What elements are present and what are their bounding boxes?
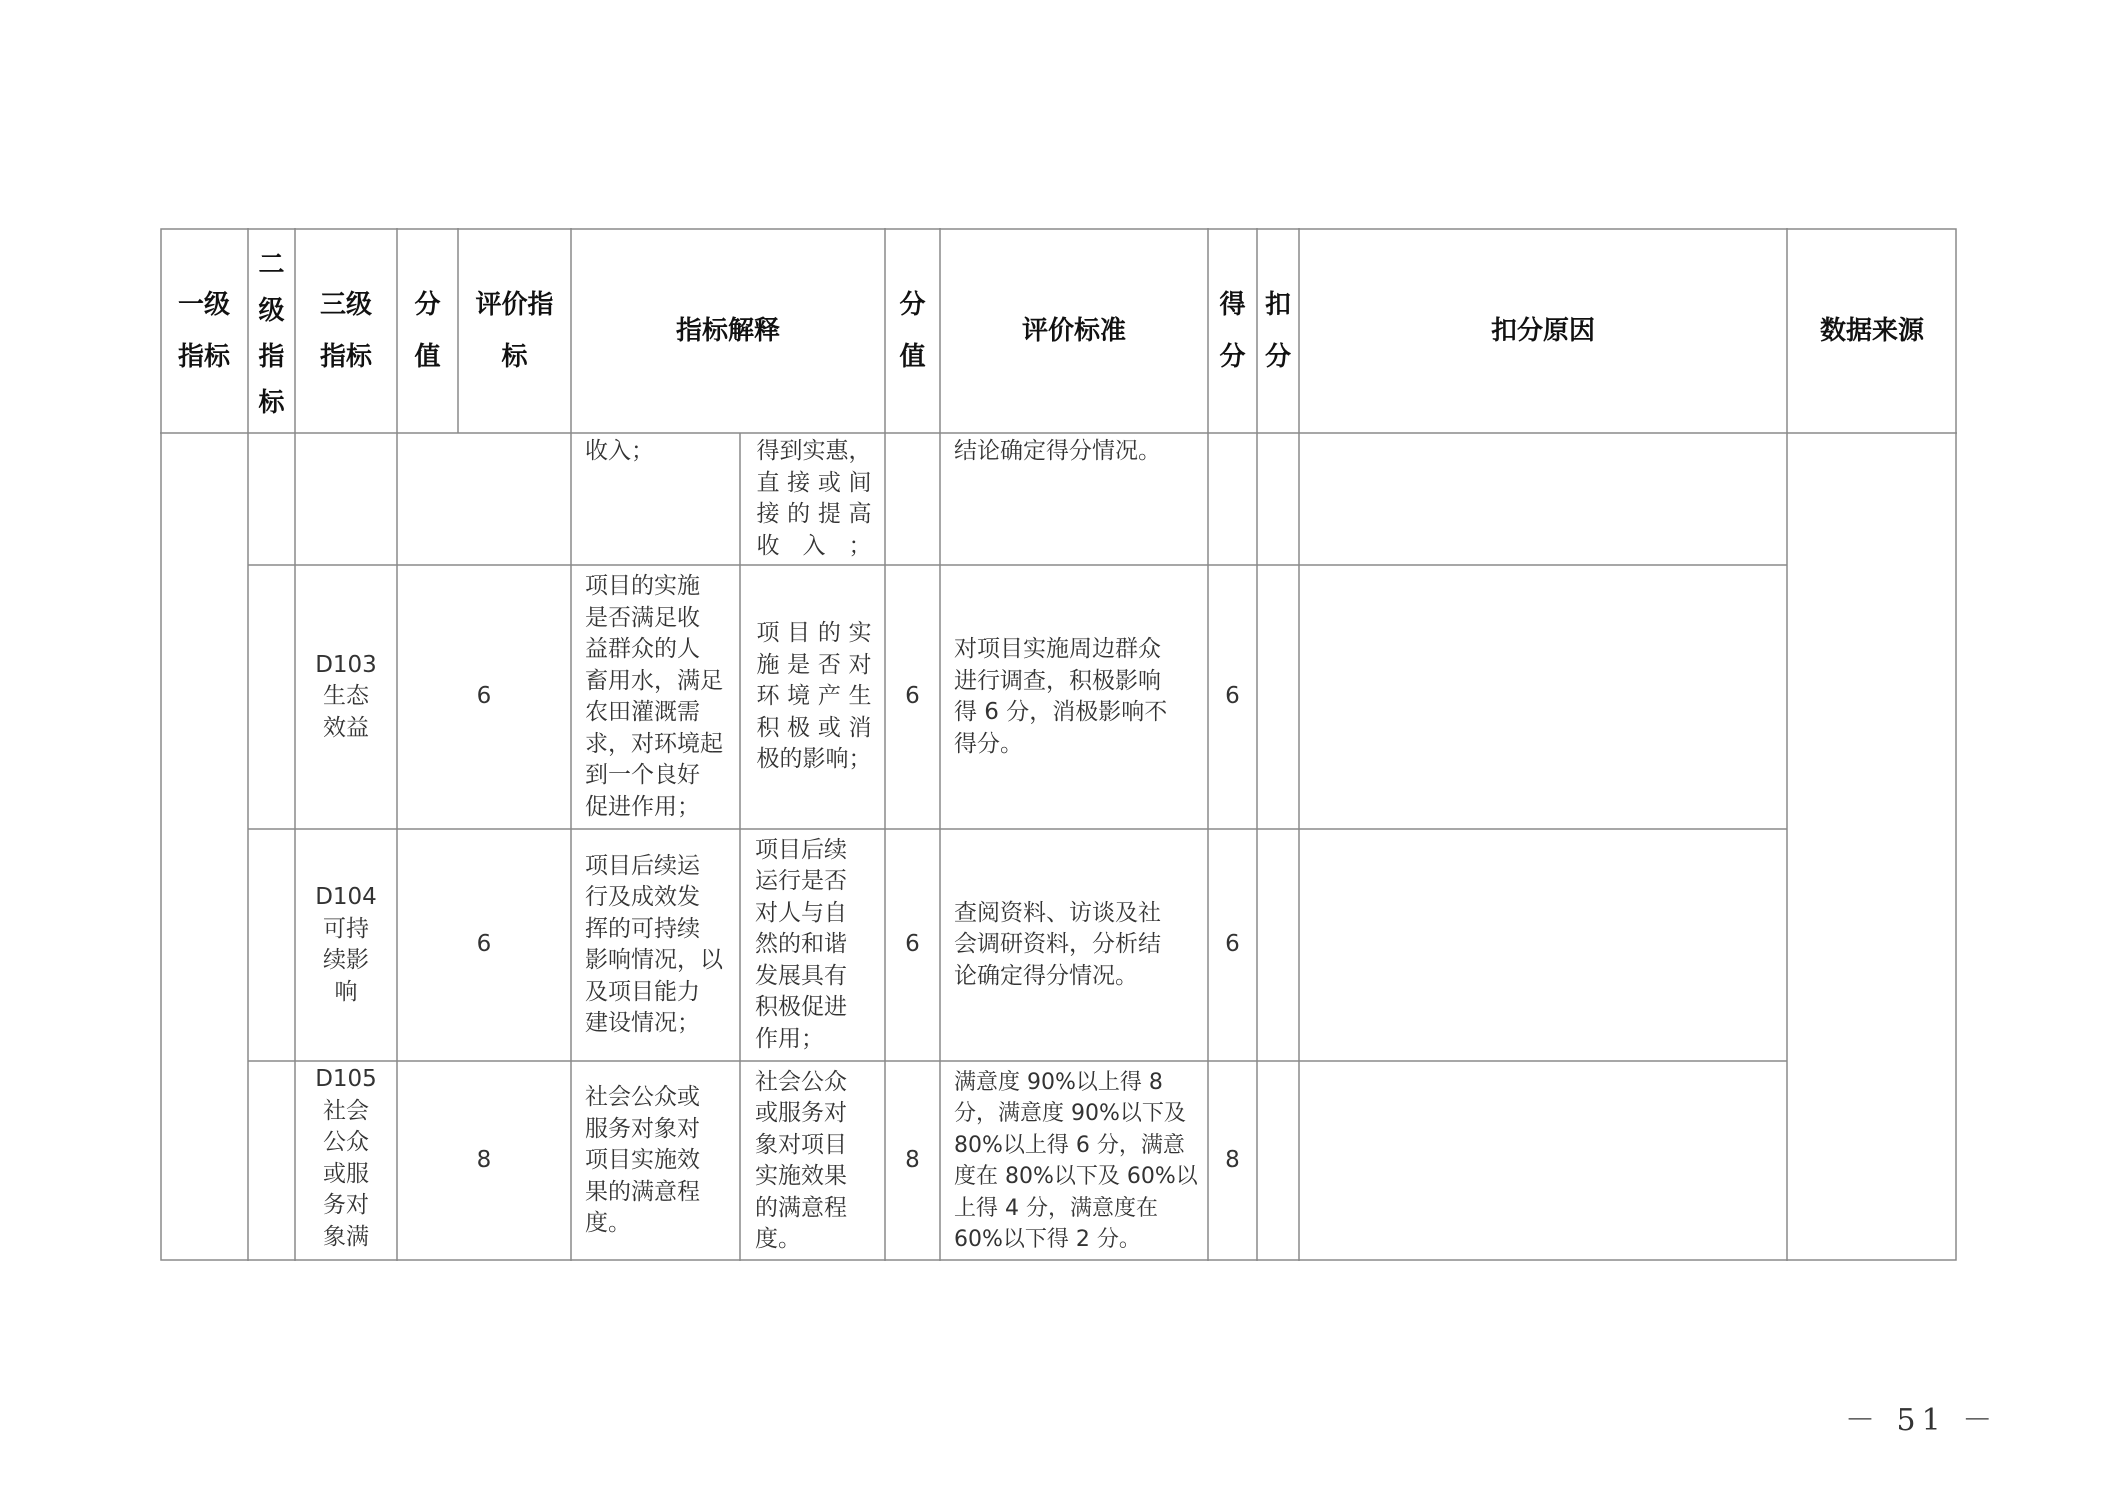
header-score-weight-2: 分 值 <box>899 289 926 372</box>
row-eval-standard: 满意度 90%以上得 8 分，满意度 90%以下及 80%以上得 6 分，满意 度在 80%以下及 60%以 上得 4 分，满意度在 60%以下得 2 分。 <box>954 1069 1198 1252</box>
header-level1-indicator: 一级 指标 <box>177 289 230 372</box>
row-weight-2 <box>885 433 940 565</box>
row-weight-2: 6 <box>905 931 920 958</box>
row-explanation-b: 得到实惠， 直接或间 接的提高 收入； <box>756 438 872 559</box>
row-score: 6 <box>1225 683 1240 710</box>
row-eval-standard: 结论确定得分情况。 <box>954 438 1161 464</box>
header-eval-standard: 评价标准 <box>1021 315 1126 346</box>
header-eval-indicator: 评价指 标 <box>475 289 554 372</box>
row-weight: 6 <box>476 683 492 710</box>
row-score: 8 <box>1225 1147 1240 1174</box>
header-score-got: 得 分 <box>1219 289 1246 372</box>
row-deduct-reason <box>1299 829 1787 1061</box>
header-score-weight: 分 值 <box>414 289 441 372</box>
row-level3-indicator: D104 可持 续影 响 <box>315 884 377 1005</box>
row-score <box>1208 433 1257 565</box>
header-deduct-reason: 扣分原因 <box>1490 315 1595 346</box>
row-eval-standard: 查阅资料、访谈及社 会调研资料，分析结 论确定得分情况。 <box>954 899 1161 989</box>
row-score: 6 <box>1225 931 1240 958</box>
row-weight: 8 <box>476 1147 492 1174</box>
row-weight <box>397 433 571 565</box>
header-indicator-explanation: 指标解释 <box>675 315 780 346</box>
row-explanation-a: 项目后续运 行及成效发 挥的可持续 影响情况，以 及项目能力 建设情况； <box>585 852 723 1036</box>
data-source-cell <box>1787 433 1957 1261</box>
row-explanation-a: 收入； <box>585 438 654 464</box>
row-deduct-reason <box>1299 433 1787 565</box>
header-level2-indicator: 二 级 指 标 <box>258 249 285 418</box>
row-weight-2: 8 <box>905 1147 920 1174</box>
row-explanation-b: 项目后续 运行是否 对人与自 然的和谐 发展具有 积极促进 作用； <box>755 836 847 1052</box>
row-explanation-a: 项目的实施 是否满足收 益群众的人 畜用水，满足 农田灌溉需 求，对环境起 到一个良好 促进作用； <box>585 573 723 820</box>
row-deduct <box>1257 433 1299 565</box>
page-number: － 51 － <box>1845 1403 1999 1438</box>
row-deduct <box>1257 1061 1299 1261</box>
header-deduct: 扣 分 <box>1264 289 1291 372</box>
evaluation-table <box>160 228 1957 1261</box>
row-explanation-b: 项目的实 施是否对 环境产生 积极或消 极的影响； <box>756 620 872 773</box>
header-level3-indicator: 三级 指标 <box>319 289 372 372</box>
row-level3-indicator: D105 社会 公众 或服 务对 象满 <box>315 1066 377 1250</box>
row-weight: 6 <box>476 931 492 958</box>
row-weight-2: 6 <box>905 683 920 710</box>
header-data-source: 数据来源 <box>1819 315 1924 346</box>
row-deduct-reason <box>1299 1061 1787 1261</box>
row-deduct-reason <box>1299 565 1787 829</box>
row-eval-standard: 对项目实施周边群众 进行调查，积极影响 得 6 分，消极影响不 得分。 <box>954 636 1168 757</box>
row-explanation-a: 社会公众或 服务对象对 项目实施效 果的满意程 度。 <box>585 1084 700 1237</box>
row-explanation-b: 社会公众 或服务对 象对项目 实施效果 的满意程 度。 <box>755 1068 847 1252</box>
row-level3-indicator <box>295 433 397 565</box>
row-level3-indicator: D103 生态 效益 <box>315 651 377 741</box>
row-deduct <box>1257 829 1299 1061</box>
row-deduct <box>1257 565 1299 829</box>
